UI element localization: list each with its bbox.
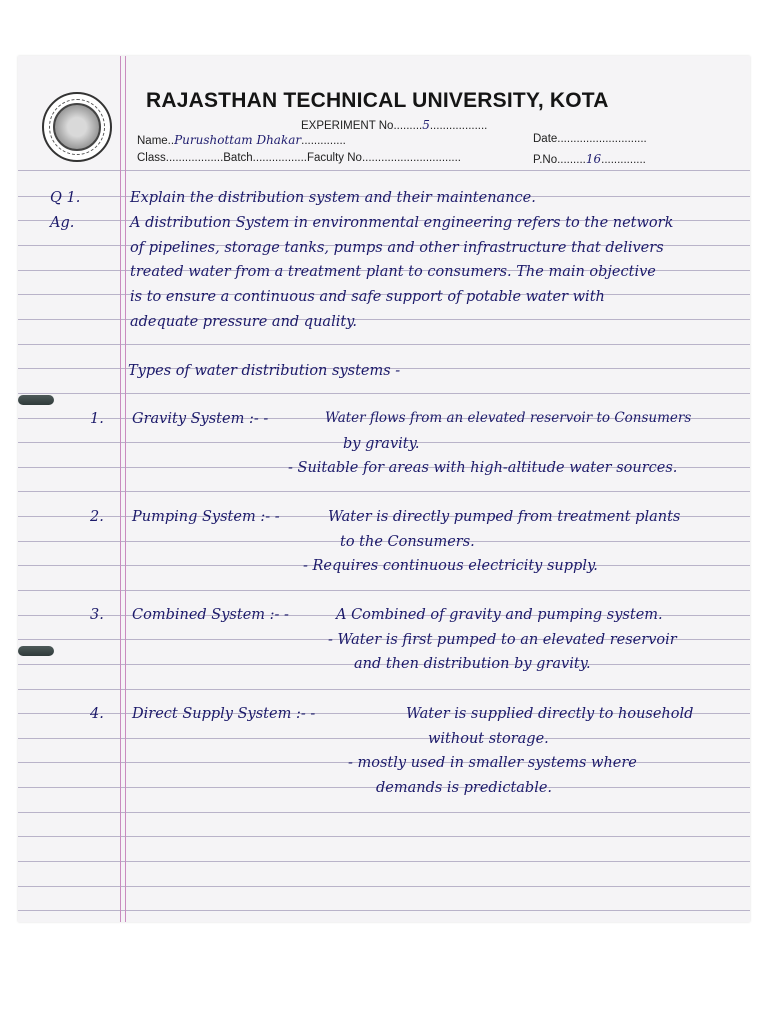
question-text: Explain the distribution system and their maintenance. <box>130 190 536 206</box>
item-number: 1. <box>90 411 104 427</box>
experiment-field: EXPERIMENT No.........5.................. <box>301 118 488 132</box>
item-line: Water is directly pumped from treatment plants <box>328 509 681 525</box>
name-field: Name..Purushottam Dhakar.............. <box>137 133 346 147</box>
item-title: Combined System :- - <box>132 607 289 623</box>
notebook-page <box>18 56 750 922</box>
rule-line <box>18 812 750 813</box>
item-line: to the Consumers. <box>340 534 475 550</box>
class-batch-faculty-field: Class..................Batch.................Faculty No............................... <box>137 152 461 164</box>
answer-line: A distribution System in environmental engineering refers to the network <box>130 215 674 231</box>
rule-line <box>18 738 750 739</box>
binding-thread <box>18 395 54 405</box>
item-line: - Water is first pumped to an elevated reservoir <box>328 632 677 648</box>
experiment-value: 5 <box>422 118 430 132</box>
item-line: - Suitable for areas with high-altitude water sources. <box>288 460 678 476</box>
item-number: 3. <box>90 607 104 623</box>
university-seal <box>42 92 112 162</box>
types-heading: Types of water distribution systems - <box>128 363 401 379</box>
item-number: 2. <box>90 509 104 525</box>
rule-line <box>18 590 750 591</box>
item-line: demands is predictable. <box>376 780 553 796</box>
question-label: Q 1. <box>50 190 81 206</box>
pno-label: P.No......... <box>533 154 586 166</box>
rule-line <box>18 170 750 171</box>
university-title: RAJASTHAN TECHNICAL UNIVERSITY, KOTA <box>146 89 609 112</box>
rule-line <box>18 689 750 690</box>
item-number: 4. <box>90 706 104 722</box>
answer-line: of pipelines, storage tanks, pumps and other infrastructure that delivers <box>130 240 664 256</box>
date-field: Date............................ <box>533 133 647 145</box>
item-line: - Requires continuous electricity supply. <box>303 558 598 574</box>
experiment-label: EXPERIMENT No......... <box>301 120 423 132</box>
answer-line: is to ensure a continuous and safe support of potable water with <box>130 289 605 305</box>
answer-line: adequate pressure and quality. <box>130 314 358 330</box>
rule-line <box>18 861 750 862</box>
rule-line <box>18 344 750 345</box>
name-value: Purushottam Dhakar <box>174 133 302 147</box>
item-line: without storage. <box>428 731 549 747</box>
item-title: Pumping System :- - <box>132 509 280 525</box>
answer-line: treated water from a treatment plant to consumers. The main objective <box>130 264 656 280</box>
answer-label: Ag. <box>50 215 75 231</box>
rule-line <box>18 910 750 911</box>
item-line: A Combined of gravity and pumping system. <box>336 607 663 623</box>
item-line: - mostly used in smaller systems where <box>348 755 637 771</box>
item-line: and then distribution by gravity. <box>354 656 591 672</box>
item-line: Water flows from an elevated reservoir to Consumers <box>325 410 692 426</box>
rule-line <box>18 886 750 887</box>
seal-ring <box>49 99 105 155</box>
item-line: Water is supplied directly to household <box>406 706 694 722</box>
rule-line <box>18 393 750 394</box>
item-title: Direct Supply System :- - <box>132 706 316 722</box>
item-title: Gravity System :- - <box>132 411 269 427</box>
name-label: Name.. <box>137 135 175 147</box>
rule-line <box>18 491 750 492</box>
binding-thread <box>18 646 54 656</box>
item-line: by gravity. <box>343 436 420 452</box>
pno-value: 16 <box>585 152 602 166</box>
rule-line <box>18 319 750 320</box>
rule-line <box>18 836 750 837</box>
page-number-field: P.No.........16.............. <box>533 152 646 166</box>
margin-line <box>120 56 121 922</box>
margin-line <box>125 56 126 922</box>
